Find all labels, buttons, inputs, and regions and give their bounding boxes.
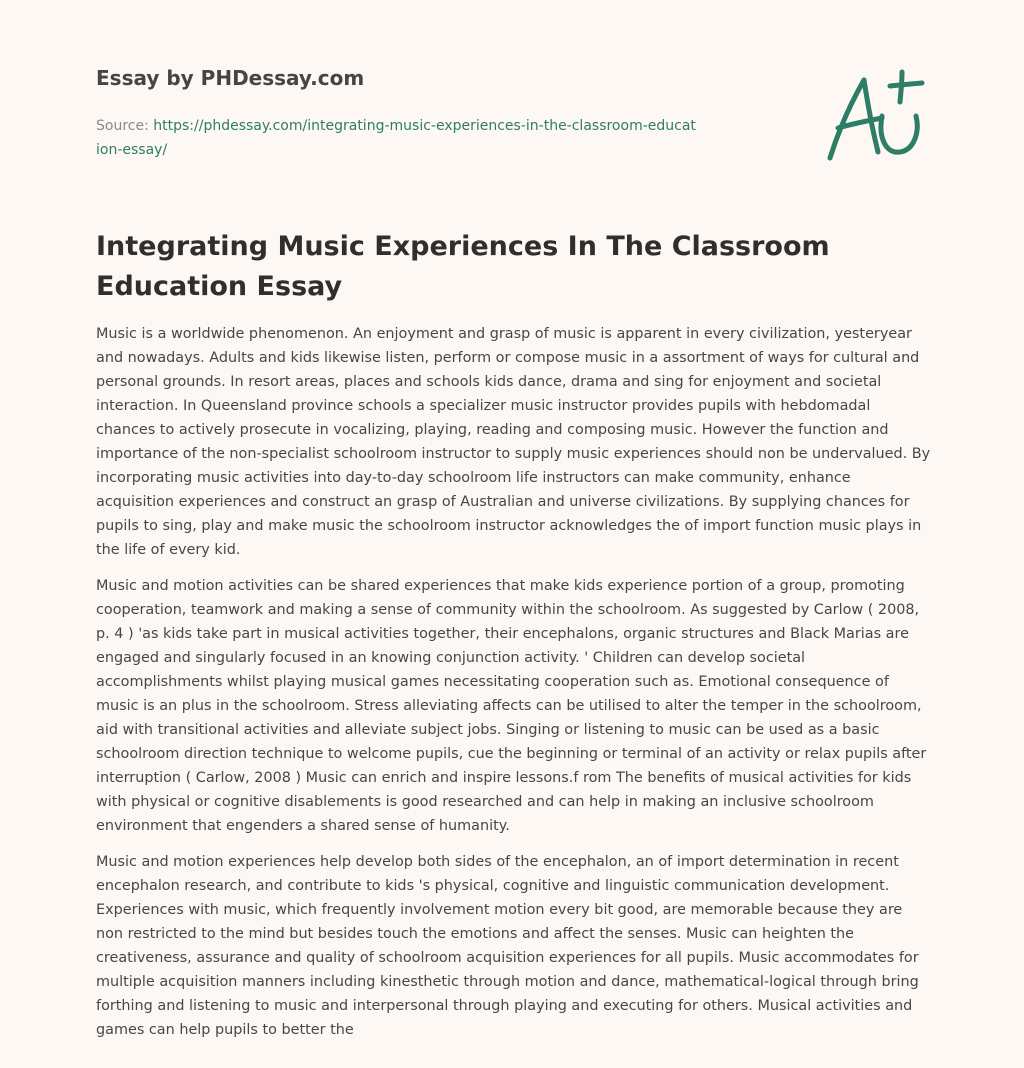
page-header [96, 62, 746, 162]
essay-body [96, 322, 932, 1054]
source-label: Source: [96, 118, 149, 134]
a-plus-grade-icon [820, 66, 930, 166]
source-line [96, 114, 696, 162]
essay-paragraph: Music is a worldwide phenomenon. An enjoyment and grasp of music is apparent in every civilization, yesteryear and nowadays. Adults and kids likewise listen, perform or compose music in a assortment of ways for cultural and personal grounds. In resort areas, places and schools kids dance, drama and sing for enjoyment and societal interaction. In Queensland province schools a specializer music instructor provides pupils with hebdomadal chances to actively prosecute in vocalizing, playing, reading and composing music. However the function and importance of the non-specialist schoolroom instructor to supply music experiences should non be undervalued. By incorporating music activities into day-to-day schoolroom life instructors can make community, enhance acquisition experiences and construct an grasp of Australian and universe civilizations. By supplying chances for pupils to sing, play and make music the schoolroom instructor acknowledges the of import function music plays in the life of every kid. [96, 326, 931, 558]
essay-paragraph: Music and motion activities can be shared experiences that make kids experience portion of a group, promoting cooperation, teamwork and making a sense of community within the schoolroom. As suggested by Carlow ( 2008, p. 4 ) 'as kids take part in musical activities together, their encephalons, organic structures and Black Marias are engaged and singularly focused in an knowing conjunction activity. ' Children can develop societal accomplishments whilst playing musical games necessitating cooperation such as. Emotional consequence of music is an plus in the schoolroom. Stress alleviating affects can be utilised to alter the temper in the schoolroom, aid with transitional activities and alleviate subject jobs. Singing or listening to music can be used as a basic schoolroom direction technique to welcome pupils, cue the beginning or terminal of an activity or relax pupils after interruption ( Carlow, 2008 ) Music can enrich and inspire lessons.f rom The benefits of musical activities for kids with physical or cognitive disablements is good researched and can help in making an inclusive schoolroom environment that engenders a shared sense of humanity. [96, 578, 927, 834]
site-title: Essay by PHDessay.com [96, 66, 365, 90]
essay-title: Integrating Music Experiences In The Classroom Education Essay [96, 231, 830, 302]
source-link[interactable]: https://phdessay.com/integrating-music-experiences-in-the-classroom-education-essay/ [96, 118, 696, 158]
essay-paragraph: Music and motion experiences help develop both sides of the encephalon, an of import determination in recent encephalon research, and contribute to kids 's physical, cognitive and linguistic communication development. Experiences with music, which frequently involvement motion every bit good, are memorable because they are non restricted to the mind but besides touch the emotions and affect the senses. Music can heighten the creativeness, assurance and quality of schoolroom acquisition experiences for all pupils. Music accommodates for multiple acquisition manners including kinesthetic through motion and dance, mathematical-logical through bring forthing and listening to music and interpersonal through playing and executing for others. Musical activities and games can help pupils to better the [96, 854, 919, 1038]
